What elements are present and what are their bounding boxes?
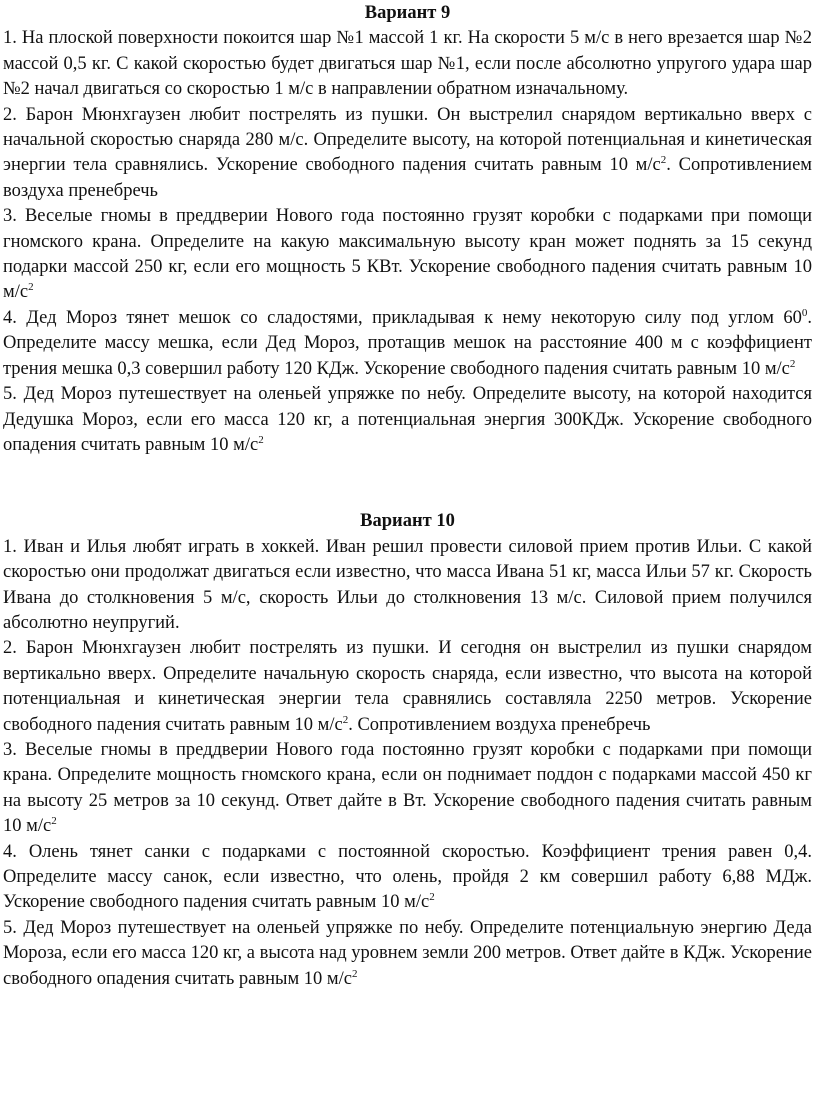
superscript: 2 [789,357,796,370]
problem-1 [3,26,812,102]
problem-text: 5. Дед Мороз путешествует на оленьей упряжке по небу. Определите потенциальную энергию Деда Мороза, если его масса 120 кг, а высота над уровнем земли 200 метров. Ответ дайте в КДж. Ускорение свободного опадения считать равным 10 м/с [3,917,812,989]
problem-2 [3,103,812,205]
problem-text-tail: . Сопротивлением воздуха пренебречь [3,155,812,201]
variant-title: Вариант 9 [364,3,451,23]
variant-title: Вариант 10 [360,511,455,532]
degree-superscript: 0 [801,306,808,319]
problem-1 [3,535,812,637]
problem-5 [3,916,812,992]
problem-3 [3,204,812,306]
problem-text: 5. Дед Мороз путешествует на оленьей упряжке по небу. Определите высоту, на которой находится Дедушка Мороз, если его масса 120 кг, а потенциальная энергия 300КДж. Ускорение свободного опадения считать равным 10 м/с [3,384,812,455]
problem-text: 3. Веселые гномы в преддверии Нового года постоянно грузят коробки с подарками при помощи крана. Определите мощность гномского крана, если он поднимает поддон с подарками массой 450 кг на высоту 25 метров за 10 секунд. Ответ дайте в Вт. Ускорение свободного падения считать равным 10 м/с [3,739,812,837]
problem-4 [3,840,812,916]
problem-text: 4. Дед Мороз тянет мешок со сладостями, прикладывая к нему некоторую силу под углом 60 [3,307,802,328]
problem-text: 2. Барон Мюнхгаузен любит пострелять из пушки. И сегодня он выстрелил из пушки снарядом вертикально вверх. Определите начальную скорость снаряда, если известно, что высота на которой потенциальная и кинетическая энергии тела сравнялись составляла 2250 метров. Ускорение свободного падения считать равным 10 м/с [3,638,812,735]
problem-text: 4. Олень тянет санки с подарками с постоянной скоростью. Коэффициент трения равен 0,4. Определите массу санок, если известно, что олень, пройдя 2 км совершил работу 6,88 МДж. Ускорение свободного падения считать равным 10 м/с [3,841,812,913]
superscript: 2 [429,891,435,904]
problem-4 [3,306,812,382]
superscript: 2 [51,815,57,828]
problem-text: 1. Иван и Илья любят играть в хоккей. Иван решил провести силовой прием против Ильи. С какой скоростью они продолжат двигаться если известно, что масса Ивана 51 кг, масса Ильи 57 кг. Скорость Ивана до столкновения 5 м/с, скорость Ильи до столкновения 13 м/с. Силовой прием получился абсолютно неупругий. [3,536,812,633]
problem-text: 2. Барон Мюнхгаузен любит пострелять из пушки. Он выстрелил снарядом вертикально вверх с начальной скоростью снаряда 280 м/с. Определите высоту, на которой потенциальная и кинетическая энергии тела сравнялись. Ускорение свободного падения считать равным 10 м/с [3,104,812,176]
superscript: 2 [258,433,264,446]
problem-text: 3. Веселые гномы в преддверии Нового года постоянно грузят коробки с подарками при помощи гномского крана. Определите на какую максимальную высоту кран может поднять за 15 секунд подарки массой 250 кг, если его мощность 5 КВт. Ускорение свободного падения считать равным 10 м/с [3,206,812,303]
problem-text-tail: . Определите массу мешка, если Дед Мороз, протащив мешок на расстояние 400 м с коэффициент трения мешка 0,3 совершил работу 120 КДж. Ускорение свободного падения считать равным 10 м/с [3,307,812,379]
superscript: 2 [660,154,667,167]
variant-9 [3,0,812,458]
section-spacer [3,458,812,509]
problem-text: 1. На плоской поверхности покоится шар №1 массой 1 кг. На скорости 5 м/с в него врезается шар №2 массой 0,5 кг. С какой скоростью будет двигаться шар №1, если после абсолютно упругого удара шар №2 начал двигаться со скоростью 1 м/с в направлении обратном изначальному. [3,28,812,100]
superscript: 2 [28,281,34,294]
problem-2 [3,636,812,738]
problem-5 [3,382,812,458]
problem-3 [3,738,812,840]
superscript: 2 [351,967,358,980]
problem-text-tail: . Сопротивлением воздуха пренебречь [348,714,651,735]
superscript: 2 [342,713,349,726]
variant-10 [3,509,812,992]
